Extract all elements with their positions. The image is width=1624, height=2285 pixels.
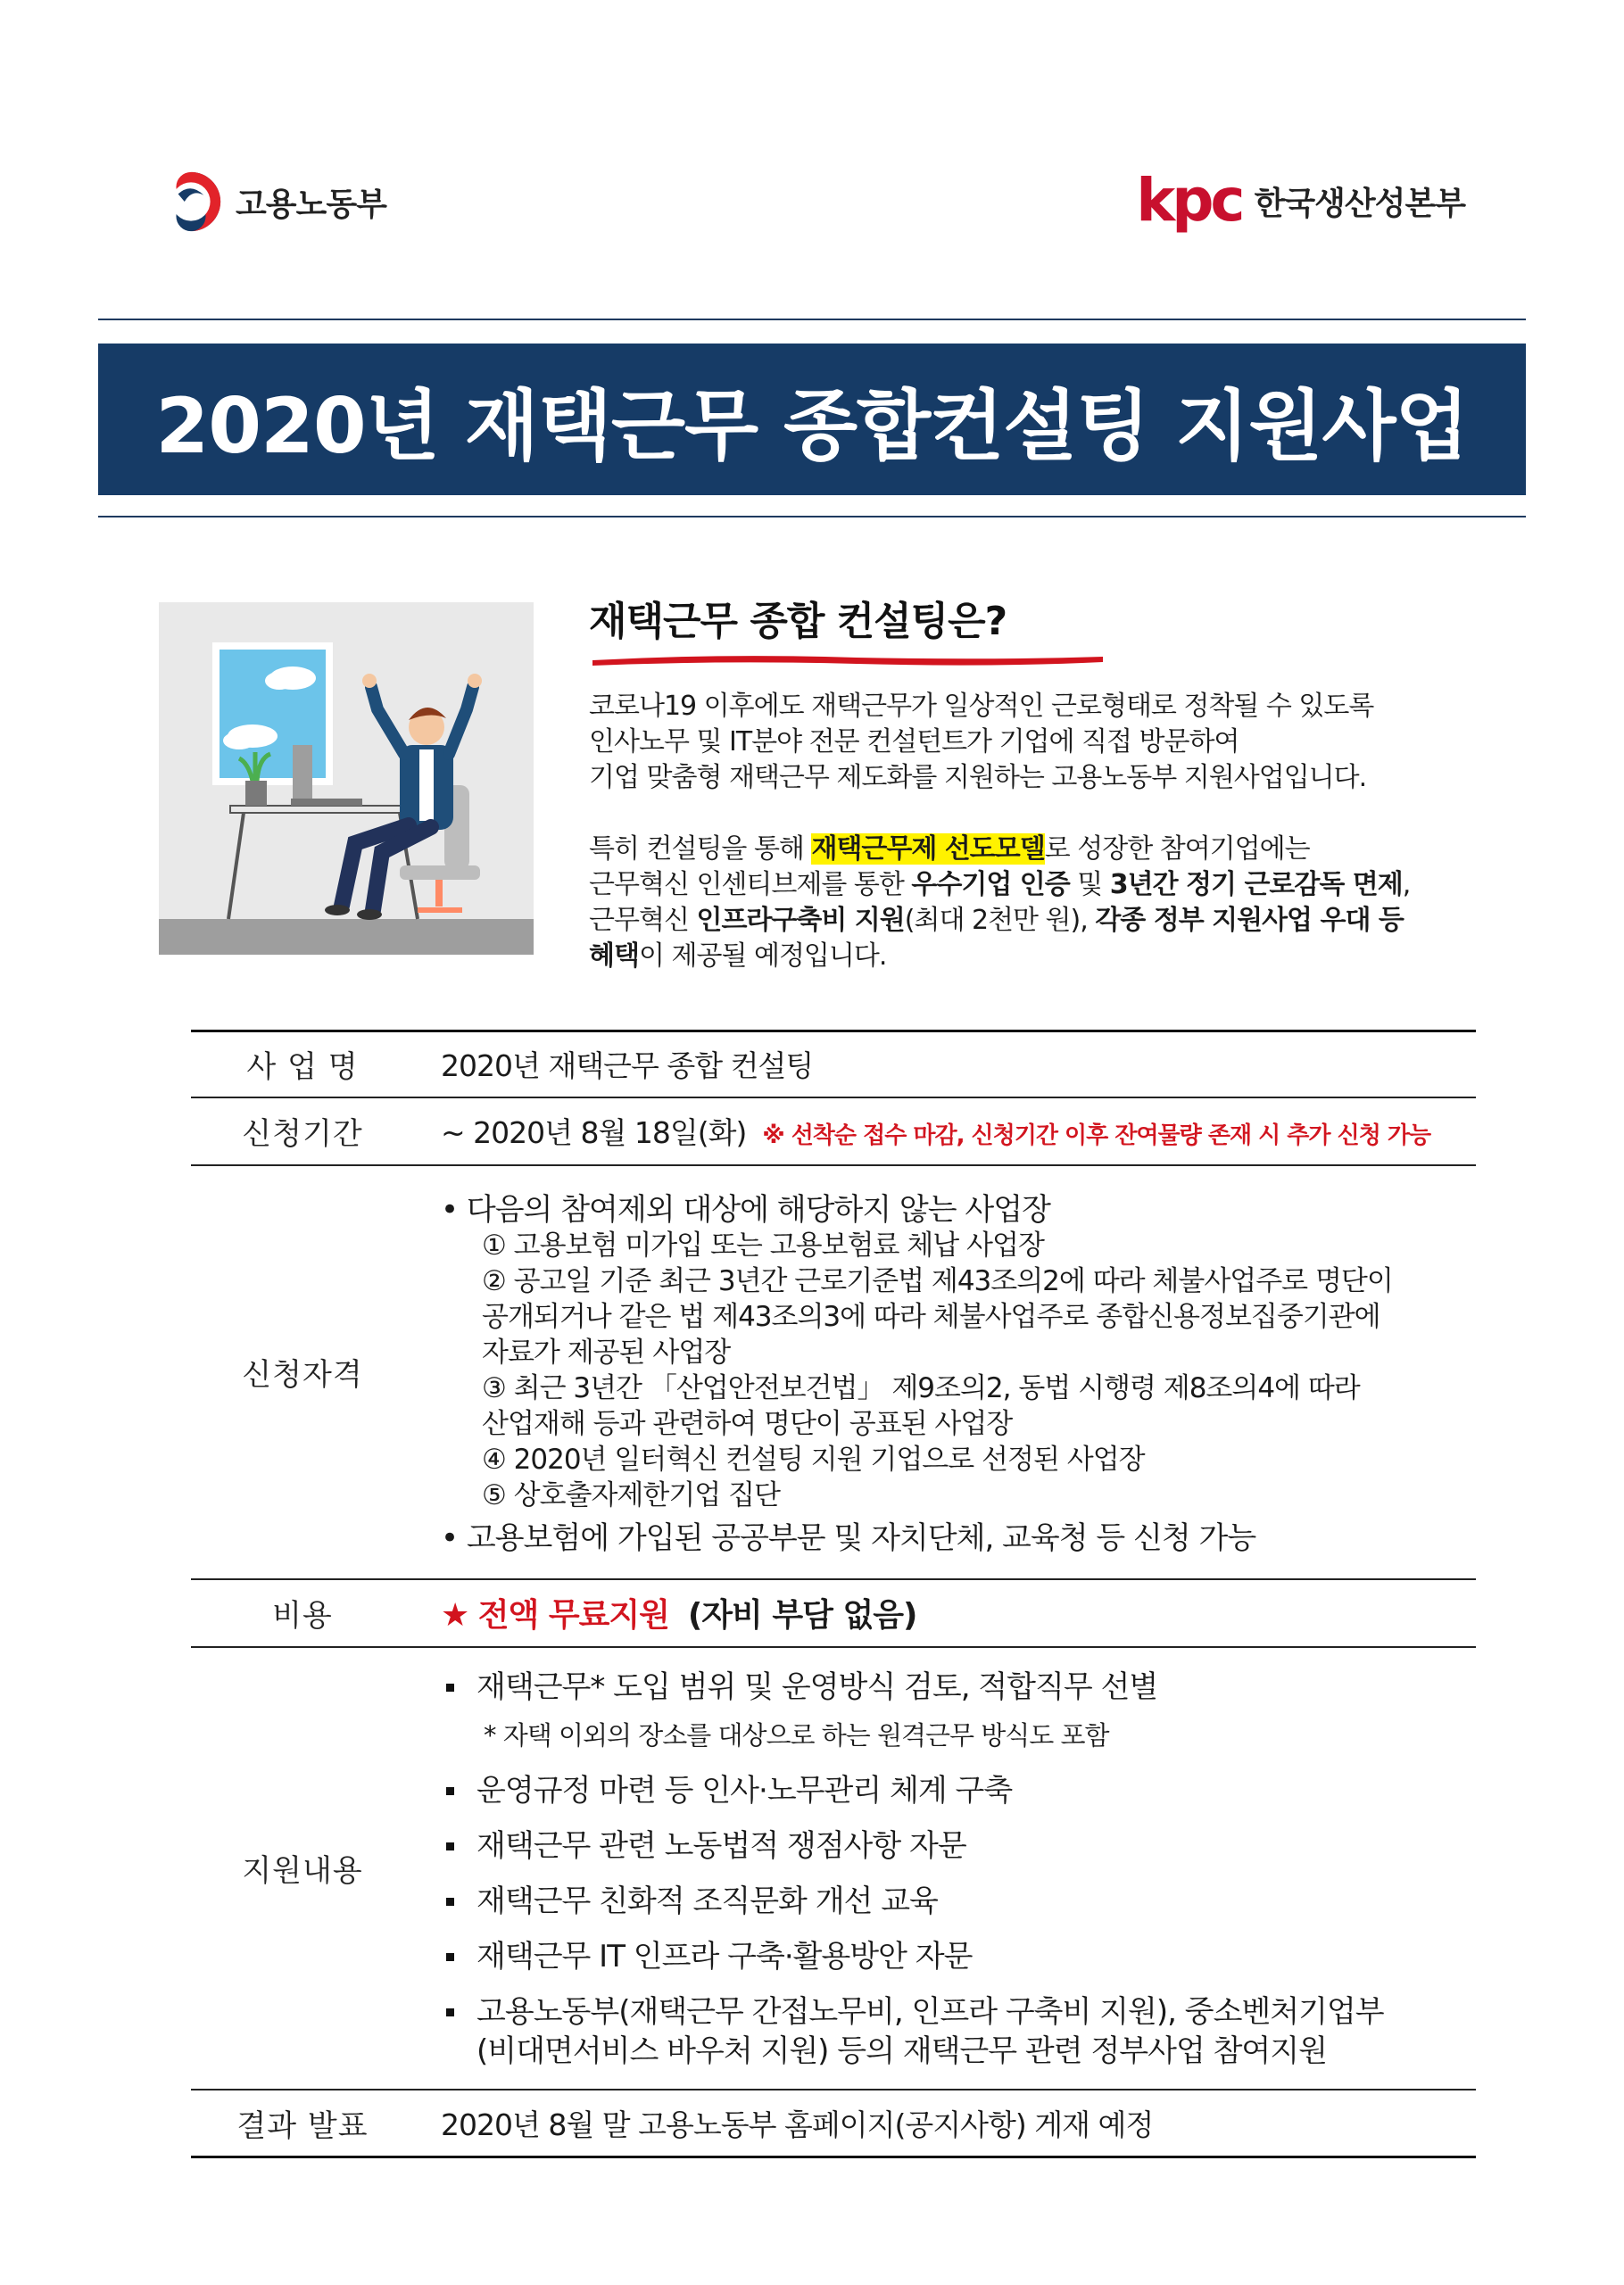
eligibility-item: ① 고용보험 미가입 또는 고용보험료 체납 사업장 — [482, 1229, 1044, 1262]
intro-section — [589, 589, 1481, 974]
row-label: 비용 — [272, 1598, 333, 1634]
support-value — [414, 1647, 1476, 2090]
table-row-eligibility — [191, 1165, 1476, 1579]
intro-heading: 재택근무 종합 컨설팅은? — [589, 599, 1007, 644]
list-item: 운영규정 마련 등 인사·노무관리 체계 구축 — [441, 1771, 1476, 1810]
intro-line: 코로나19 이후에도 재택근무가 일상적인 근로형태로 정착될 수 있도록 — [589, 691, 1374, 722]
title-rule-bottom — [98, 516, 1526, 517]
table-row-result — [191, 2090, 1476, 2157]
period-note: ※ 선착순 접수 마감, 신청기간 이후 잔여물량 존재 시 추가 신청 가능 — [762, 1122, 1431, 1149]
cost-detail: (자비 부담 없음) — [687, 1597, 917, 1634]
eligibility-item: 자료가 제공된 사업장 — [482, 1336, 731, 1369]
moel-logo — [159, 168, 386, 236]
intro-line: 근무혁신 인센티브제를 통한 우수기업 인증 및 3년간 정기 근로감독 면제, — [589, 869, 1411, 900]
cost-value — [414, 1579, 1476, 1647]
list-item: 고용노동부(재택근무 간접노무비, 인프라 구축비 지원), 중소벤처기업부 (비대면서비스 바우처 지원) 등의 재택근무 관련 정부사업 참여지원 — [441, 1992, 1476, 2071]
list-item: 재택근무 IT 인프라 구축·활용방안 자문 — [441, 1937, 1476, 1976]
row-label: 사 업 명 — [246, 1049, 359, 1086]
table-row-period — [191, 1097, 1476, 1165]
star-icon: ★ — [441, 1597, 469, 1634]
taegeuk-emblem-icon — [159, 170, 223, 234]
table-row-cost — [191, 1579, 1476, 1647]
result-value: 2020년 8월 말 고용노동부 홈페이지(공지사항) 게재 예정 — [441, 2107, 1154, 2142]
support-list — [441, 1660, 1476, 2076]
list-item: 재택근무* 도입 범위 및 운영방식 검토, 적합직무 선별 — [441, 1668, 1476, 1707]
eligibility-value — [414, 1165, 1476, 1579]
list-item: 재택근무 관련 노동법적 쟁점사항 자문 — [441, 1826, 1476, 1866]
intro-line: 근무혁신 인프라구축비 지원(최대 2천만 원), 각종 정부 지원사업 우대 등 — [589, 905, 1404, 936]
eligibility-lead: • 다음의 참여제외 대상에 해당하지 않는 사업장 — [441, 1191, 1050, 1228]
row-label: 결과 발표 — [236, 2107, 369, 2144]
intro-line: 혜택이 제공될 예정입니다. — [589, 940, 887, 972]
kpc-name: 한국생산성본부 — [1254, 185, 1465, 222]
eligibility-item: ④ 2020년 일터혁신 컨설팅 지원 기업으로 선정된 사업장 — [482, 1443, 1145, 1476]
kpc-mark: kpc — [1136, 166, 1242, 235]
eligibility-item: 공개되거나 같은 법 제43조의3에 따라 체불사업주로 종합신용정보집중기관에 — [482, 1300, 1380, 1333]
support-note: * 자택 이외의 장소를 대상으로 하는 원격근무 방식도 포함 — [484, 1719, 1109, 1751]
row-label: 신청자격 — [242, 1357, 363, 1393]
program-name-value: 2020년 재택근무 종합 컨설팅 — [441, 1048, 814, 1084]
title-rule-top — [98, 319, 1526, 320]
eligibility-item: ② 공고일 기준 최근 3년간 근로기준법 제43조의2에 따라 체불사업주로 명단이 — [482, 1264, 1393, 1297]
period-value: ~ 2020년 8월 18일(화) ※ 선착순 접수 마감, 신청기간 이후 잔여물량 존재 시 추가 신청 가능 — [441, 1115, 1431, 1150]
eligibility-item: ③ 최근 3년간 「산업안전보건법」 제9조의2, 동법 시행령 제8조의4에 따라 — [482, 1371, 1360, 1404]
eligibility-item: 산업재해 등과 관련하여 명단이 공표된 사업장 — [482, 1407, 1013, 1440]
intro-line: 특히 컨설팅을 통해 재택근무제 선도모델로 성장한 참여기업에는 — [589, 833, 1310, 865]
page-title: 2020년 재택근무 종합컨설팅 지원사업 — [155, 382, 1469, 471]
red-brush-underline — [589, 650, 1106, 669]
intro-paragraph-2 — [589, 832, 1481, 974]
list-item: 재택근무 친화적 조직문화 개선 교육 — [441, 1882, 1476, 1921]
table-row-name — [191, 1031, 1476, 1097]
row-label: 지원내용 — [242, 1853, 363, 1889]
intro-paragraph-1 — [589, 689, 1481, 796]
kpc-logo — [1136, 165, 1465, 236]
intro-line: 기업 맞춤형 재택근무 제도화를 지원하는 고용노동부 지원사업입니다. — [589, 762, 1367, 793]
row-label: 신청기간 — [242, 1116, 363, 1152]
title-band — [98, 344, 1526, 495]
eligibility-item: ⑤ 상호출자제한기업 집단 — [482, 1478, 780, 1511]
highlight-lead-model: 재택근무제 선도모델 — [811, 833, 1045, 865]
ministry-name: 고용노동부 — [236, 186, 386, 223]
free-support: 전액 무료지원 — [477, 1597, 669, 1634]
program-info-table — [191, 1030, 1476, 2158]
intro-line: 인사노무 및 IT분야 전문 컨설턴트가 기업에 직접 방문하여 — [589, 726, 1239, 758]
eligibility-last: • 고용보험에 가입된 공공부문 및 자치단체, 교육청 등 신청 가능 — [441, 1519, 1256, 1556]
table-row-support — [191, 1647, 1476, 2090]
remote-worker-illustration — [159, 602, 534, 955]
